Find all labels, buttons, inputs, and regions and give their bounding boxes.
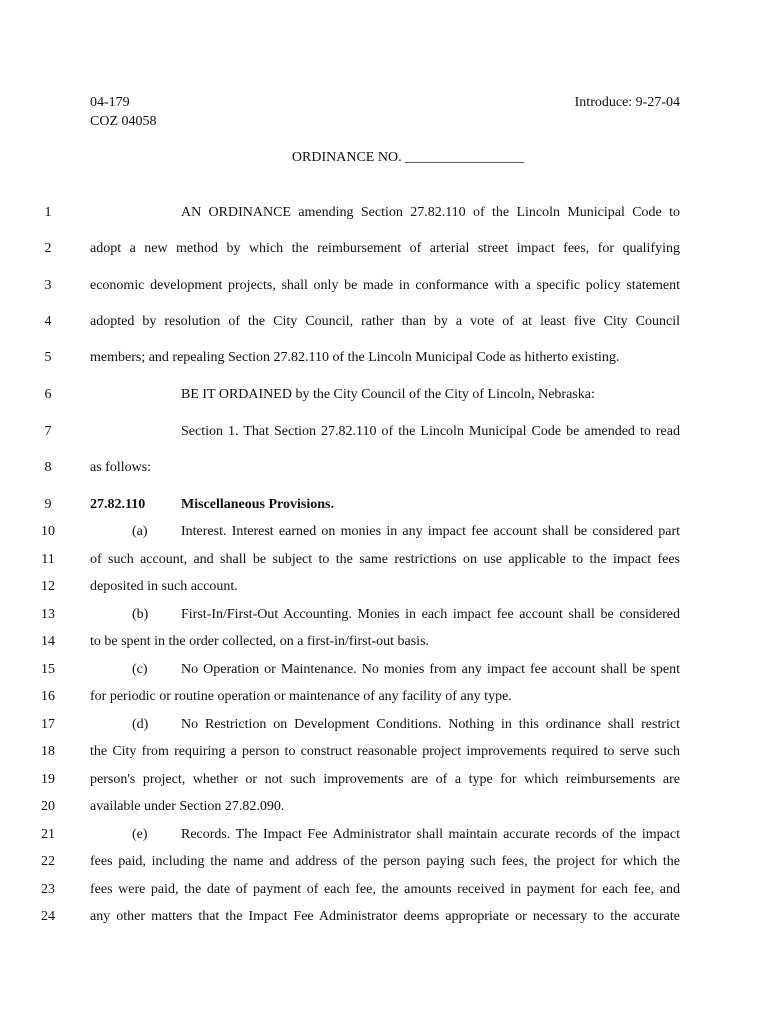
ordinance-line: deposited in such account. bbox=[90, 579, 238, 594]
line-number: 9 bbox=[44, 497, 52, 512]
section-heading: Miscellaneous Provisions. bbox=[181, 497, 334, 512]
line-number: 17 bbox=[41, 717, 55, 732]
ordinance-line: fees paid, including the name and address of the person paying such fees, the project for which the bbox=[90, 854, 680, 869]
coz-number: COZ 04058 bbox=[90, 114, 157, 129]
line-number: 2 bbox=[44, 241, 52, 256]
line-number: 13 bbox=[41, 607, 55, 622]
ordinance-line: adopted by resolution of the City Council, rather than by a vote of at least five City Council bbox=[90, 314, 680, 329]
ordinance-line: of such account, and shall be subject to the same restrictions on use applicable to the impact fees bbox=[90, 552, 680, 567]
file-number: 04-179 bbox=[90, 95, 130, 110]
ordinance-line: person's project, whether or not such improvements are of a type for which reimbursements are bbox=[90, 772, 680, 787]
ordinance-line: adopt a new method by which the reimbursement of arterial street impact fees, for qualifying bbox=[90, 241, 680, 256]
ordinance-number-label: ORDINANCE NO. _________________ bbox=[291, 150, 525, 165]
line-number: 22 bbox=[41, 854, 55, 869]
ordinance-text: Interest. Interest earned on monies in any impact fee account shall be considered part bbox=[181, 524, 680, 539]
line-number: 4 bbox=[44, 314, 52, 329]
ordinance-line: the City from requiring a person to construct reasonable project improvements required to serve such bbox=[90, 744, 680, 759]
subsection-line bbox=[181, 827, 680, 843]
subsection-line bbox=[181, 524, 680, 540]
introduce-date: Introduce: 9-27-04 bbox=[574, 95, 680, 110]
ordinance-text: Records. The Impact Fee Administrator shall maintain accurate records of the impact bbox=[181, 827, 680, 842]
subsection-marker: (c) bbox=[132, 662, 148, 677]
line-number: 16 bbox=[41, 689, 55, 704]
enacting-clause: BE IT ORDAINED by the City Council of the City of Lincoln, Nebraska: bbox=[181, 387, 595, 402]
subsection-line bbox=[181, 607, 680, 623]
line-number: 8 bbox=[44, 460, 52, 475]
ordinance-line: any other matters that the Impact Fee Administrator deems appropriate or necessary to the accurate bbox=[90, 909, 680, 924]
subsection-marker: (a) bbox=[132, 524, 148, 539]
line-number: 18 bbox=[41, 744, 55, 759]
ordinance-text: Section 1. That Section 27.82.110 of the Lincoln Municipal Code be amended to read bbox=[181, 424, 680, 439]
line-number: 7 bbox=[44, 424, 52, 439]
line-number: 19 bbox=[41, 772, 55, 787]
ordinance-text: AN ORDINANCE amending Section 27.82.110 of the Lincoln Municipal Code to bbox=[181, 205, 680, 220]
line-number: 23 bbox=[41, 882, 55, 897]
ordinance-line: members; and repealing Section 27.82.110 of the Lincoln Municipal Code as hitherto existing. bbox=[90, 350, 620, 365]
line-number: 21 bbox=[41, 827, 55, 842]
line-number: 11 bbox=[41, 552, 55, 567]
subsection-marker: (d) bbox=[132, 717, 149, 732]
ordinance-text: No Operation or Maintenance. No monies from any impact fee account shall be spent bbox=[181, 662, 680, 677]
ordinance-text: No Restriction on Development Conditions. Nothing in this ordinance shall restrict bbox=[181, 717, 680, 732]
subsection-marker: (e) bbox=[132, 827, 148, 842]
subsection-line bbox=[181, 662, 680, 678]
line-number: 1 bbox=[44, 205, 52, 220]
ordinance-line: economic development projects, shall only be made in conformance with a specific policy statement bbox=[90, 278, 680, 293]
line-number: 12 bbox=[41, 579, 55, 594]
ordinance-line: to be spent in the order collected, on a first-in/first-out basis. bbox=[90, 634, 430, 649]
line-number: 24 bbox=[41, 909, 55, 924]
line-number: 6 bbox=[44, 387, 52, 402]
section-number: 27.82.110 bbox=[90, 497, 146, 512]
ordinance-line bbox=[181, 205, 680, 221]
line-number: 5 bbox=[44, 350, 52, 365]
ordinance-line: available under Section 27.82.090. bbox=[90, 799, 285, 814]
line-number: 3 bbox=[44, 278, 52, 293]
subsection-line bbox=[181, 717, 680, 733]
section-1-line bbox=[181, 424, 680, 440]
line-number: 20 bbox=[41, 799, 55, 814]
ordinance-line: fees were paid, the date of payment of each fee, the amounts received in payment for each fee, and bbox=[90, 882, 680, 897]
ordinance-line: as follows: bbox=[90, 460, 152, 475]
line-number: 14 bbox=[41, 634, 55, 649]
subsection-marker: (b) bbox=[132, 607, 149, 622]
line-number: 15 bbox=[41, 662, 55, 677]
ordinance-line: for periodic or routine operation or maintenance of any facility of any type. bbox=[90, 689, 512, 704]
line-number: 10 bbox=[41, 524, 55, 539]
ordinance-text: First-In/First-Out Accounting. Monies in each impact fee account shall be considered bbox=[181, 607, 680, 622]
